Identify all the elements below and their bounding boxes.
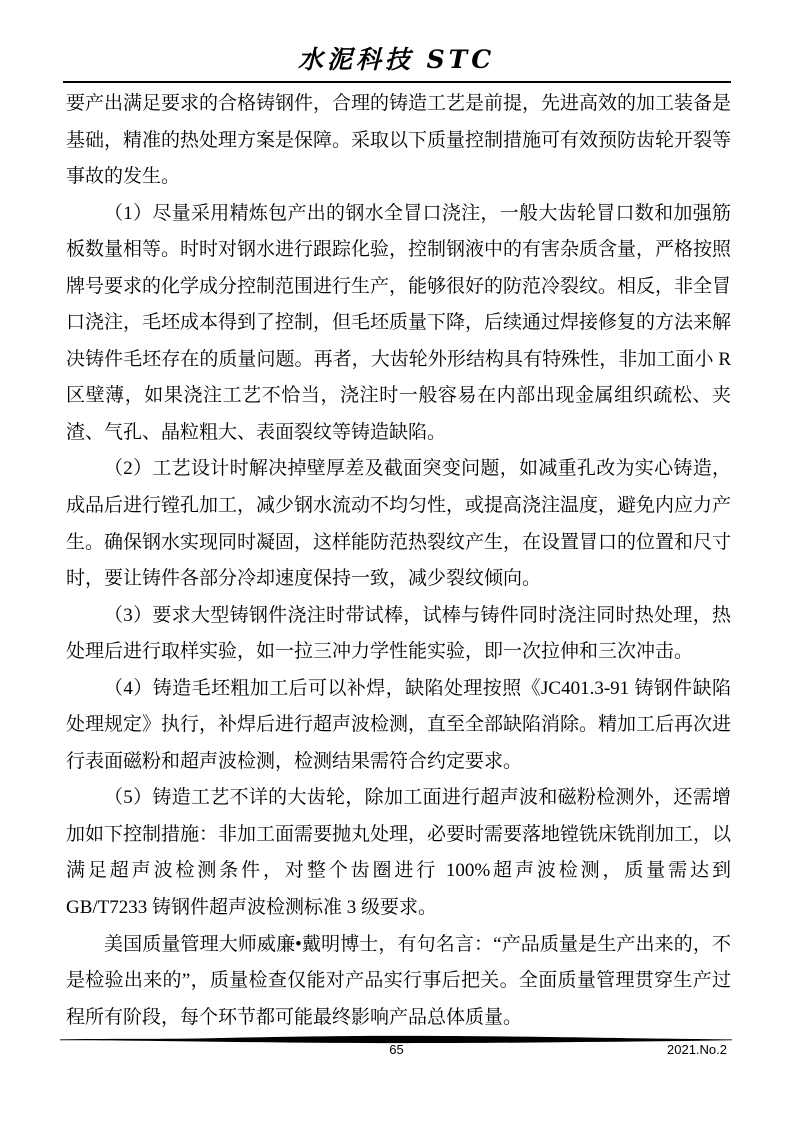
paragraph-item-5: （5）铸造工艺不详的大齿轮，除加工面进行超声波和磁粉检测外，还需增加如下控制措施：非加工面需要抛丸处理，必要时需要落地镗铣床铣削加工，以满足超声波检测条件，对整个齿圈进行 100%超声波检测，质量需达到 GB/T7233 铸钢件超声波检测标准 3 级要求。 — [66, 787, 732, 919]
paragraph-intro: 要产出满足要求的合格铸钢件，合理的铸造工艺是前提，先进高效的加工装备是基础，精准的热处理方案是保障。采取以下质量控制措施可有效预防齿轮开裂等事故的发生。 — [66, 93, 732, 188]
header-rule — [63, 81, 731, 83]
journal-title: 水泥科技 STC — [297, 45, 496, 74]
paragraph-closing: 美国质量管理大师威廉•戴明博士，有句名言：“产品质量是生产出来的，不是检验出来的”，质量检查仅能对产品实行事后把关。全面质量管理贯穿生产过程所有阶段，每个环节都可能最终影响产品总体质量。 — [66, 933, 731, 1028]
footer-issue-label: 2021.No.2 — [667, 1042, 727, 1057]
paragraph-item-4: （4）铸造毛坯粗加工后可以补焊，缺陷处理按照《JC401.3-91 铸钢件缺陷处理规定》执行，补焊后进行超声波检测，直至全部缺陷消除。精加工后再次进行表面磁粉和超声波检测，检测结果需符合约定要求。 — [66, 677, 732, 772]
footer-page-number: 65 — [389, 1042, 404, 1057]
paragraph-item-1: （1）尽量采用精炼包产出的钢水全冒口浇注，一般大齿轮冒口数和加强筋板数量相等。时时对钢水进行跟踪化验，控制钢液中的有害杂质含量，严格按照牌号要求的化学成分控制范围进行生产，能够很好的防范冷裂纹。相反，非全冒口浇注，毛坯成本得到了控制，但毛坯质量下降，后续通过焊接修复的方法来解决铸件毛坯存在的质量问题。再者，大齿轮外形结构具有特殊性，非加工面小 R 区壁薄，如果浇注工艺不恰当，浇注时一般容易在内部出现金属组织疏松、夹渣、气孔、晶粒粗大、表面裂纹等铸造缺陷。 — [66, 202, 732, 443]
paragraph-item-2: （2）工艺设计时解决掉壁厚差及截面突变问题，如减重孔改为实心铸造，成品后进行镗孔加工，减少钢水流动不均匀性，或提高浇注温度，避免内应力产生。确保钢水实现同时凝固，这样能防范热裂纹产生，在设置冒口的位置和尺寸时，要让铸件各部分冷却速度保持一致，减少裂纹倾向。 — [66, 458, 732, 590]
article-body — [66, 86, 731, 1036]
paragraph-item-3: （3）要求大型铸钢件浇注时带试棒，试棒与铸件同时浇注同时热处理，热处理后进行取样实验，如一拉三冲力学性能实验，即一次拉伸和三次冲击。 — [66, 604, 731, 663]
